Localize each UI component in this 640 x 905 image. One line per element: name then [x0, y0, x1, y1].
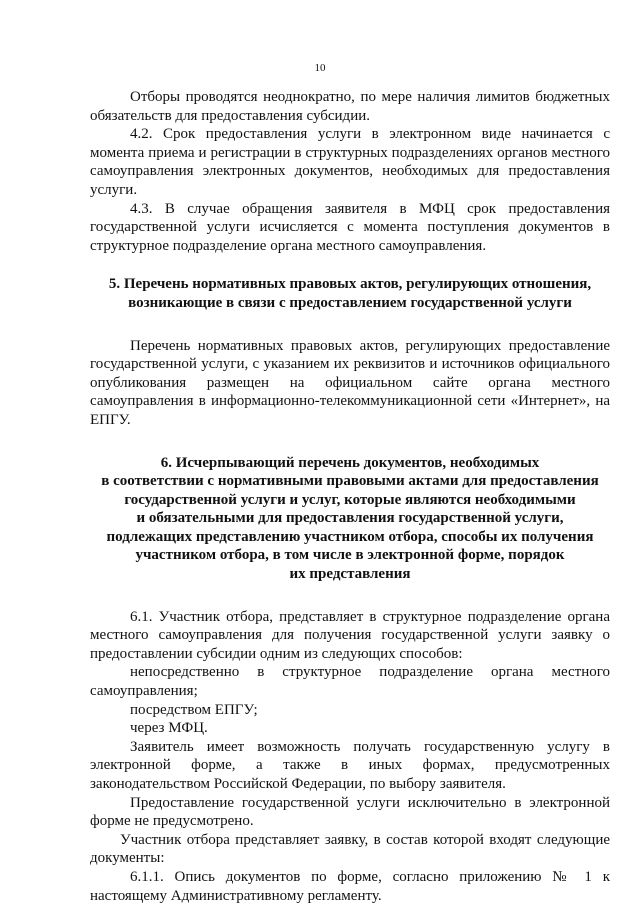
- heading-line: подлежащих представлению участником отбора, способы их получения: [106, 528, 594, 545]
- heading-line: в соответствии с нормативными правовыми актами для предоставления: [101, 473, 599, 490]
- document-body: [90, 88, 610, 905]
- section-6-para-4: Участник отбора представляет заявку, в состав которой входят следующие документы:: [90, 831, 610, 867]
- heading-line: и обязательными для предоставления государственной услуги,: [136, 510, 564, 527]
- paragraph: 4.2. Срок предоставления услуги в электронном виде начинается с момента приема и регистрации в структурных подразделениях органов местного самоуправления электронных документов, необходимых для предоставления услуги.: [90, 126, 610, 198]
- heading-line: их представления: [289, 566, 411, 583]
- submission-way-2: посредством ЕПГУ;: [130, 701, 258, 718]
- section-6-para-3: Предоставление государственной услуги исключительно в электронной форме не предусмотрено.: [90, 794, 610, 830]
- heading-line: участником отбора, в том числе в электронной форме, порядок: [135, 547, 565, 564]
- section-6-para-2: Заявитель имеет возможность получать государственную услугу в электронной форме, а также в иных формах, предусмотренных законодательством Российской Федерации, по выбору заявителя.: [90, 738, 610, 792]
- submission-way-3: через МФЦ.: [130, 720, 208, 737]
- paragraph: Отборы проводятся неоднократно, по мере наличия лимитов бюджетных обязательств для предоставления субсидии.: [90, 89, 610, 124]
- section-5-text: Перечень нормативных правовых актов, регулирующих предоставление государственной услуги, с указанием их реквизитов и источников официального опубликования размещен на официальном сайте органа местного самоуправления в информационно-телекоммуникационной сети «Интернет», на ЕПГУ.: [90, 337, 610, 428]
- section-5-heading: [90, 275, 610, 312]
- section-6-para-1: 6.1. Участник отбора, представляет в структурное подразделение органа местного самоуправления для получения государственной услуги заявку о предоставлении субсидии одним из следующих способов:: [90, 608, 610, 662]
- heading-line: возникающие в связи с предоставлением государственной услуги: [128, 294, 572, 311]
- submission-way-1: непосредственно в структурное подразделение органа местного самоуправления;: [90, 664, 610, 700]
- page-number: 10: [314, 62, 326, 74]
- heading-line: 6. Исчерпывающий перечень документов, необходимых: [160, 454, 540, 471]
- paragraph: 4.3. В случае обращения заявителя в МФЦ срок предоставления государственной услуги исчисляется с момента поступления документов в структурное подразделение органа местного самоуправления.: [90, 200, 610, 254]
- section-6-heading: [90, 454, 610, 584]
- section-6-para-5: 6.1.1. Опись документов по форме, согласно приложению № 1 к настоящему Административному регламенту.: [90, 868, 610, 904]
- heading-line: государственной услуги и услуг, которые являются необходимыми: [124, 491, 576, 508]
- heading-line: 5. Перечень нормативных правовых актов, регулирующих отношения,: [108, 276, 592, 293]
